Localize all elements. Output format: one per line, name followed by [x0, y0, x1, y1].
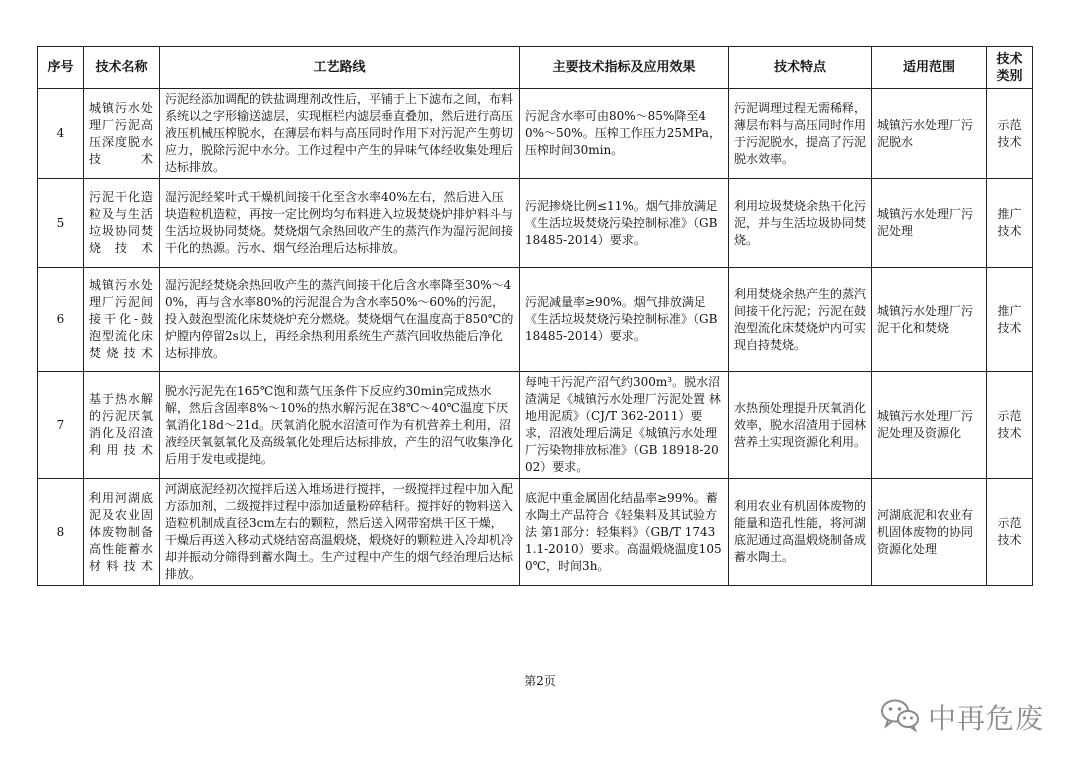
header-process-route: 工艺路线 — [160, 47, 520, 89]
table-row — [38, 179, 1033, 268]
technology-table — [37, 46, 1033, 586]
row-tech-name: 城镇污水处理厂污泥间接干化-鼓泡型流化床焚烧技术 — [84, 268, 160, 372]
table-row — [38, 89, 1033, 179]
row-metrics: 污泥掺烧比例≤11%。烟气排放满足《生活垃圾焚烧污染控制标准》（GB 18485-2014）要求。 — [520, 179, 729, 268]
row-tech-name: 基于热水解的污泥厌氧消化及沼渣利用技术 — [84, 372, 160, 479]
header-features: 技术特点 — [729, 47, 872, 89]
row-process-route: 湿污泥经桨叶式干燥机间接干化至含水率40%左右，然后进入压块造粒机造粒，再按一定比例均匀布料进入垃圾焚烧炉排炉料斗与生活垃圾协同焚烧。焚烧烟气余热回收产生的蒸汽作为湿污泥间接干化的热源。污水、烟气经治理后达标排放。 — [160, 179, 520, 268]
header-category: 技术类别 — [987, 47, 1033, 89]
row-serial: 6 — [38, 268, 84, 372]
row-metrics: 污泥减量率≥90%。烟气排放满足《生活垃圾焚烧污染控制标准》（GB 18485-2014）要求。 — [520, 268, 729, 372]
table-row — [38, 268, 1033, 372]
header-tech-name: 技术名称 — [84, 47, 160, 89]
row-metrics: 每吨干污泥产沼气约300m³。脱水沼渣满足《城镇污水处理厂污泥处置 林地用泥质》（CJ/T 362-2011）要求，沼液处理后满足《城镇污水处理厂污染物排放标准》（GB 18918-2002）要求。 — [520, 372, 729, 479]
row-features: 利用焚烧余热产生的蒸汽间接干化污泥；污泥在鼓泡型流化床焚烧炉内可实现自持焚烧。 — [729, 268, 872, 372]
row-category: 示范技术 — [987, 89, 1033, 179]
row-features: 利用农业有机固体废物的能量和造孔性能，将河湖底泥通过高温煅烧制备成蓄水陶土。 — [729, 479, 872, 586]
row-serial: 8 — [38, 479, 84, 586]
row-serial: 7 — [38, 372, 84, 479]
row-metrics: 底泥中重金属固化结晶率≥99%。蓄水陶土产品符合《轻集料及其试验方法 第1部分：轻集料》（GB/T 17431.1-2010）要求。高温煅烧温度1050℃，时间3h。 — [520, 479, 729, 586]
table-header-row — [38, 47, 1033, 89]
row-process-route: 湿污泥经焚烧余热回收产生的蒸汽间接干化后含水率降至30%～40%，再与含水率80%的污泥混合为含水率50%～60%的污泥，投入鼓泡型流化床焚烧炉充分燃烧。焚烧烟气在温度高于850℃的炉膛内停留2s以上，再经余热利用系统生产蒸汽回收热能后净化达标排放。 — [160, 268, 520, 372]
header-serial: 序号 — [38, 47, 84, 89]
row-category: 示范技术 — [987, 479, 1033, 586]
table-row — [38, 479, 1033, 586]
row-features: 污泥调理过程无需稀释，薄层布料与高压同时作用于污泥脱水，提高了污泥脱水效率。 — [729, 89, 872, 179]
row-process-route: 河湖底泥经初次搅拌后送入堆场进行搅拌，一级搅拌过程中加入配方添加剂，二级搅拌过程中添加适量粉碎秸秆。搅拌好的物料送入造粒机制成直径3cm左右的颗粒，然后送入网带窑烘干区干燥，干燥后再送入移动式烧结窑高温煅烧，煅烧好的颗粒进入冷却机冷却并振动分筛得到蓄水陶土。生产过程中产生的烟气经治理后达标排放。 — [160, 479, 520, 586]
row-scope: 河湖底泥和农业有机固体废物的协同资源化处理 — [872, 479, 987, 586]
row-category: 示范技术 — [987, 372, 1033, 479]
header-metrics: 主要技术指标及应用效果 — [520, 47, 729, 89]
row-process-route: 污泥经添加调配的铁盐调理剂改性后，平铺于上下滤布之间，布料系统以之字形输送滤层，实现框栏内滤层垂直叠加，然后进行高压液压机械压榨脱水，在薄层布料与高压同时作用下对污泥产生剪切应力，脱除污泥中水分。工作过程中产生的异味气体经收集处理后达标排放。 — [160, 89, 520, 179]
table-row — [38, 372, 1033, 479]
watermark — [880, 697, 1044, 737]
row-tech-name: 利用河湖底泥及农业固体废物制备高性能蓄水材料技术 — [84, 479, 160, 586]
row-scope: 城镇污水处理厂污泥处理及资源化 — [872, 372, 987, 479]
page-number: 第2页 — [524, 674, 556, 688]
row-metrics: 污泥含水率可由80%～85%降至40%～50%。压榨工作压力25MPa，压榨时间30min。 — [520, 89, 729, 179]
row-category: 推广技术 — [987, 268, 1033, 372]
row-tech-name: 城镇污水处理厂污泥高压深度脱水技术 — [84, 89, 160, 179]
row-process-route: 脱水污泥先在165℃饱和蒸气压条件下反应约30min完成热水解，然后含固率8%～10%的热水解污泥在38℃～40℃温度下厌氧消化18d～21d。厌氧消化脱水沼渣可作为有机营养土利用，沼液经厌氧氨氧化及高级氧化处理后达标排放，产生的沼气收集净化后用于发电或提纯。 — [160, 372, 520, 479]
row-serial: 5 — [38, 179, 84, 268]
wechat-icon — [880, 698, 920, 736]
row-tech-name: 污泥干化造粒及与生活垃圾协同焚烧技术 — [84, 179, 160, 268]
row-scope: 城镇污水处理厂污泥干化和焚烧 — [872, 268, 987, 372]
row-scope: 城镇污水处理厂污泥处理 — [872, 179, 987, 268]
header-scope: 适用范围 — [872, 47, 987, 89]
row-category: 推广技术 — [987, 179, 1033, 268]
row-features: 利用垃圾焚烧余热干化污泥，并与生活垃圾协同焚烧。 — [729, 179, 872, 268]
row-serial: 4 — [38, 89, 84, 179]
row-scope: 城镇污水处理厂污泥脱水 — [872, 89, 987, 179]
watermark-text: 中再危废 — [928, 702, 1045, 735]
row-features: 水热预处理提升厌氧消化效率，脱水沼渣用于园林营养土实现资源化利用。 — [729, 372, 872, 479]
